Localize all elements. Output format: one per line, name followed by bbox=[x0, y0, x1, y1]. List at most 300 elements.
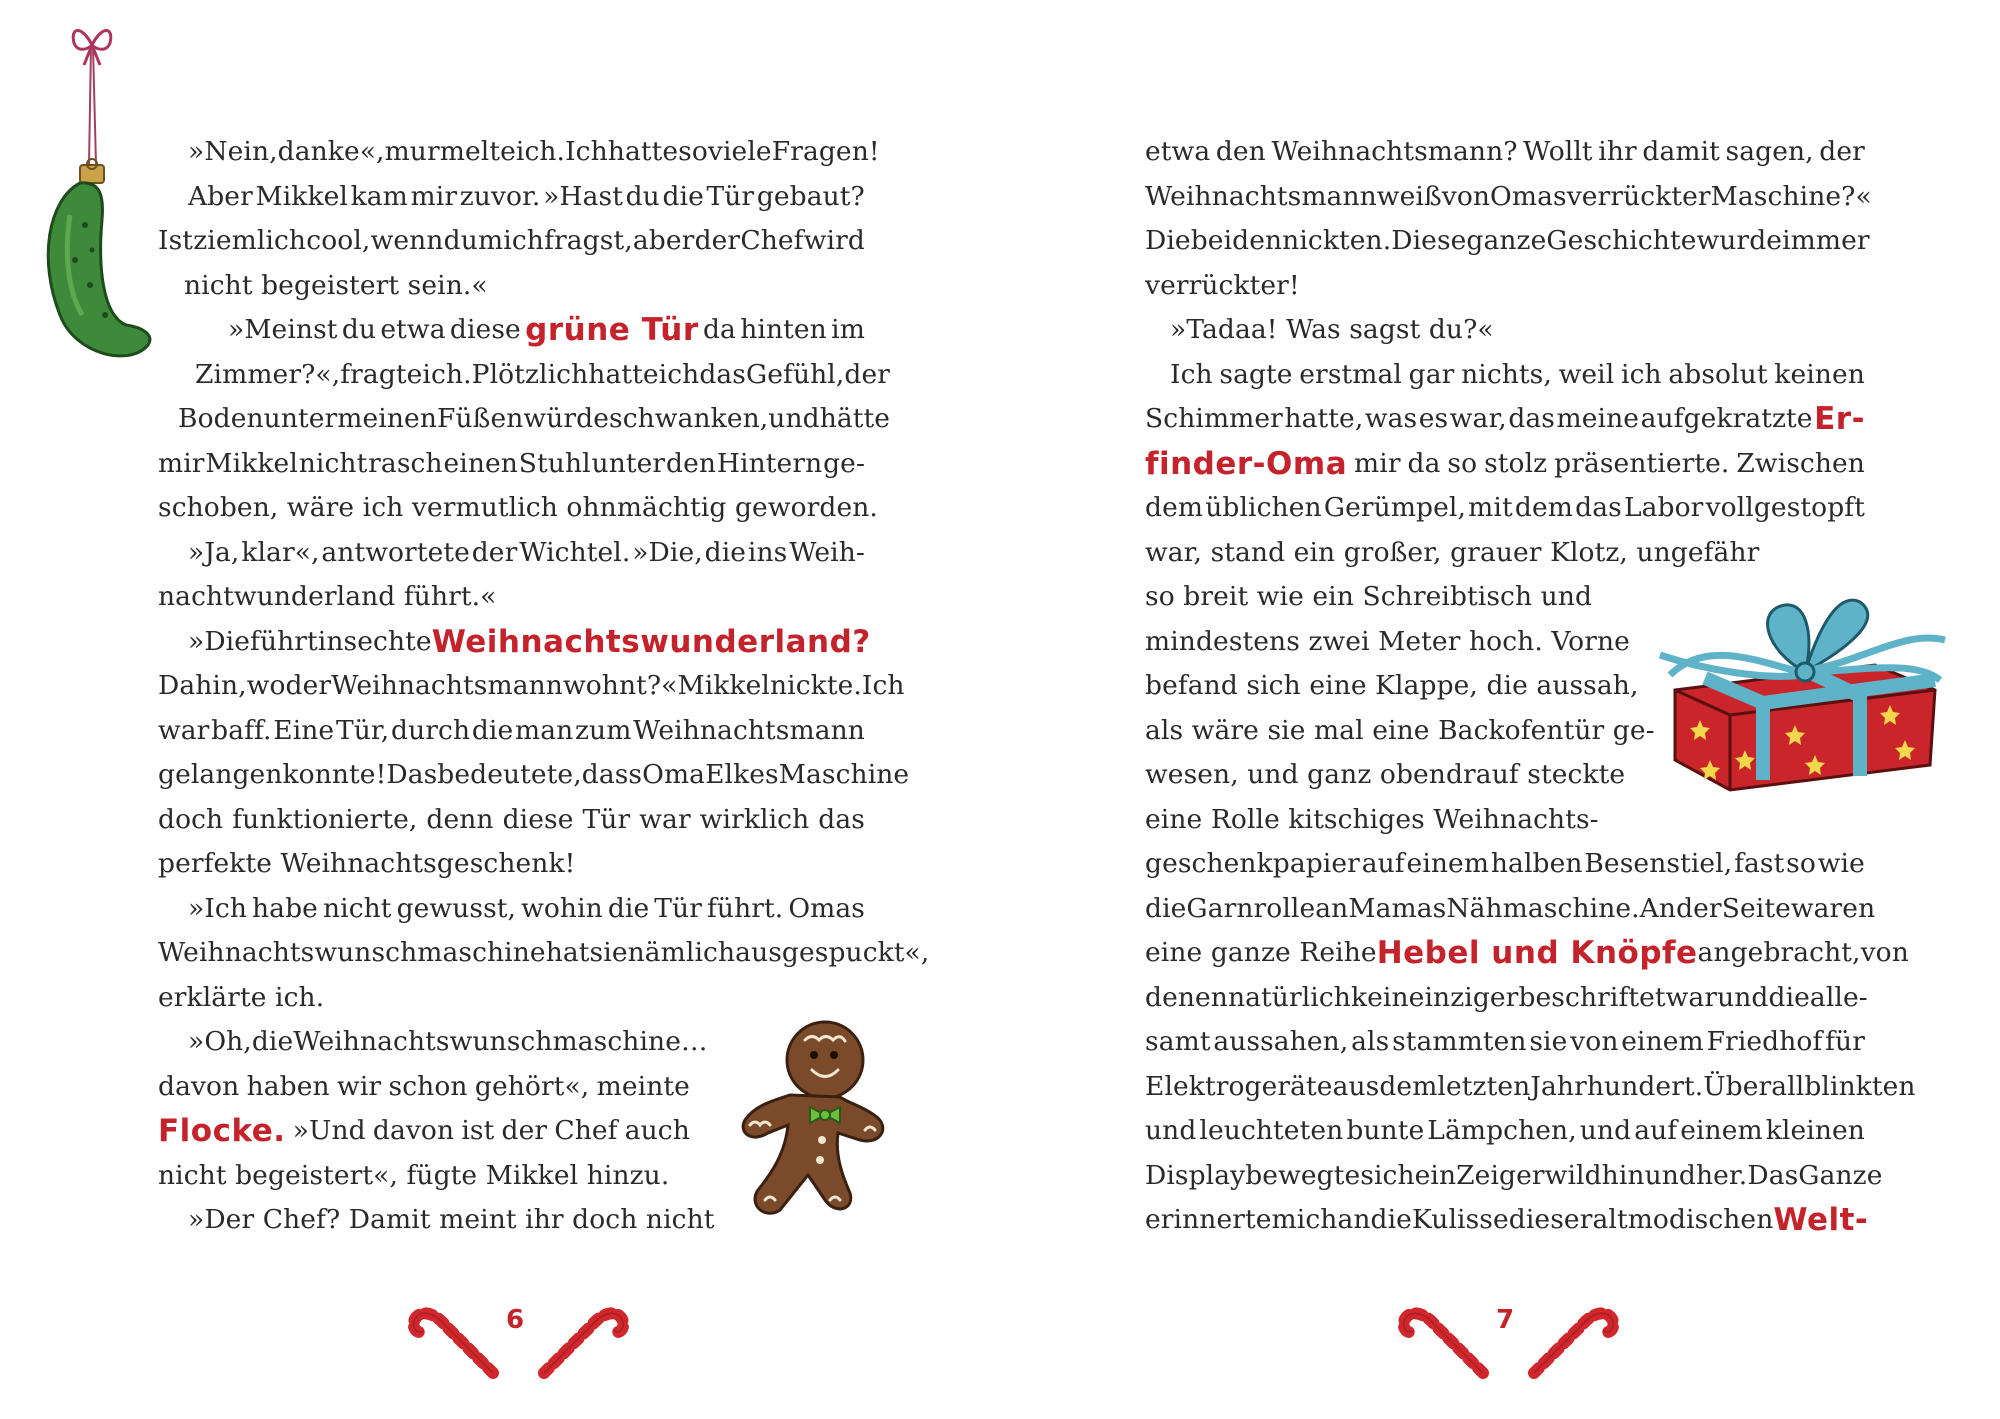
word: Dahin, bbox=[158, 670, 247, 701]
word: Geschichte bbox=[1546, 225, 1697, 256]
word: war, bbox=[1449, 403, 1507, 434]
word: so bbox=[1447, 447, 1478, 479]
word: sie bbox=[1529, 1026, 1568, 1057]
word: Ich bbox=[565, 136, 608, 167]
word: die bbox=[1145, 892, 1187, 924]
word: fragst, bbox=[544, 225, 633, 256]
word: die bbox=[1370, 1204, 1412, 1235]
word: Weihnachtsmann bbox=[633, 714, 865, 746]
word: bedeutete, bbox=[437, 759, 582, 790]
word: gelangen bbox=[158, 759, 283, 790]
word: hat bbox=[545, 937, 590, 968]
text-line: schoben, wäre ich vermutlich ohnmächtig geworden. bbox=[158, 492, 878, 523]
word: würde bbox=[523, 403, 609, 434]
word: funktionierte, bbox=[232, 803, 418, 835]
word: … bbox=[680, 1026, 708, 1057]
word: Weihnachtsmann bbox=[331, 670, 563, 701]
word: Ist bbox=[158, 225, 194, 256]
text-line bbox=[188, 894, 865, 924]
word: Chef bbox=[554, 1115, 618, 1146]
word: An bbox=[1639, 892, 1677, 924]
word: cool, bbox=[306, 225, 371, 256]
text-line bbox=[188, 538, 865, 568]
word: »Ich bbox=[188, 892, 247, 924]
word: ich bbox=[658, 358, 700, 390]
word: wild bbox=[1544, 1159, 1602, 1191]
word: Gerümpel, bbox=[1323, 492, 1467, 523]
word: Zimmer?«, bbox=[195, 358, 341, 390]
word: nickte. bbox=[769, 670, 862, 701]
word: da bbox=[1407, 447, 1441, 479]
text-line bbox=[1145, 892, 1876, 924]
word: hatte, bbox=[1284, 403, 1364, 434]
word: und bbox=[1717, 981, 1769, 1013]
word: etwa bbox=[1145, 136, 1211, 167]
gingerbread-man-icon bbox=[730, 1015, 900, 1225]
word: der bbox=[501, 1115, 548, 1146]
word: Garnrolle bbox=[1186, 892, 1316, 924]
word: gar bbox=[1408, 358, 1455, 390]
word: die bbox=[704, 536, 747, 568]
word: auf bbox=[1361, 848, 1405, 879]
word: sich bbox=[1360, 1159, 1415, 1191]
word: aufgekratzte bbox=[1640, 403, 1813, 434]
word: den bbox=[666, 447, 717, 479]
word: davon bbox=[158, 1070, 240, 1102]
text-line bbox=[1145, 1116, 1865, 1146]
word: Weihnachtsmann? bbox=[1271, 136, 1518, 167]
text-line bbox=[1145, 935, 1909, 971]
word: wir bbox=[337, 1070, 382, 1102]
text-line: perfekte Weihnachtsgeschenk! bbox=[158, 848, 576, 879]
text-line: »Der Chef? Damit meint ihr doch nicht bbox=[188, 1204, 715, 1235]
word: auf bbox=[1634, 1115, 1678, 1146]
word: murmelte bbox=[384, 136, 516, 167]
word: einem bbox=[1406, 848, 1490, 879]
word: kam bbox=[350, 180, 408, 212]
word: dem bbox=[1379, 1070, 1438, 1102]
word: mit bbox=[1468, 492, 1513, 523]
word: Maschine?« bbox=[1710, 180, 1872, 212]
word: Boden bbox=[178, 403, 264, 434]
word: klar«, bbox=[241, 536, 320, 568]
word: Nähmaschine. bbox=[1446, 892, 1640, 924]
word: einem bbox=[1621, 1026, 1704, 1057]
text-line bbox=[188, 136, 880, 167]
word: Elektrogeräte bbox=[1145, 1070, 1333, 1102]
word: leuchteten bbox=[1199, 1115, 1344, 1146]
word: zuvor. bbox=[459, 180, 541, 212]
word: der bbox=[1676, 892, 1722, 924]
word: etwa bbox=[380, 314, 446, 345]
word: Weihnachtsmann bbox=[1145, 180, 1377, 212]
word: bewegte bbox=[1245, 1159, 1361, 1191]
word: gebaut? bbox=[756, 180, 865, 212]
word: Das bbox=[386, 759, 438, 790]
word: so bbox=[678, 136, 708, 167]
word: und bbox=[768, 403, 820, 434]
word: und bbox=[1145, 1115, 1197, 1146]
text-line bbox=[188, 182, 865, 212]
word: ins bbox=[317, 625, 358, 657]
word: man bbox=[514, 714, 574, 746]
word: wo bbox=[246, 670, 286, 701]
text-line bbox=[1170, 360, 1865, 390]
word: durch bbox=[391, 714, 471, 746]
word: dieser bbox=[1508, 1204, 1593, 1235]
text-line: war, stand ein großer, grauer Klotz, ungefähr bbox=[1145, 536, 1760, 568]
word: Zwischen bbox=[1736, 447, 1865, 479]
word: letzten bbox=[1437, 1070, 1531, 1102]
word: habe bbox=[252, 892, 318, 924]
text-line bbox=[158, 1072, 690, 1102]
word: schon bbox=[388, 1070, 468, 1102]
word: ich. bbox=[422, 358, 472, 390]
word: führt. bbox=[707, 892, 784, 924]
word: Die bbox=[1145, 225, 1191, 256]
text-line bbox=[1145, 445, 1865, 482]
text-line bbox=[188, 623, 871, 660]
word: Schimmer bbox=[1145, 403, 1283, 434]
word: mir bbox=[158, 447, 205, 479]
word: gehört«, bbox=[474, 1070, 590, 1102]
word: antwortete bbox=[321, 536, 470, 568]
text-line bbox=[158, 759, 910, 790]
word: »Die, bbox=[632, 536, 703, 568]
word: Hintern bbox=[716, 447, 823, 479]
word: die bbox=[471, 714, 514, 746]
word: Oma bbox=[642, 759, 706, 790]
word: mir bbox=[410, 180, 458, 212]
word: war bbox=[158, 714, 210, 746]
word: sagen, bbox=[1725, 136, 1814, 167]
word: Ich bbox=[861, 670, 905, 701]
text-line bbox=[158, 449, 865, 479]
word: Friedhof bbox=[1706, 1026, 1823, 1057]
word: unter bbox=[263, 403, 338, 434]
word: Mamas bbox=[1348, 892, 1447, 924]
text-line bbox=[178, 403, 891, 434]
candy-cane-left-icon bbox=[405, 1295, 505, 1380]
text-line: befand sich eine Klappe, die aussah, bbox=[1145, 670, 1639, 701]
word: aus bbox=[1332, 1070, 1380, 1102]
highlighted-word: Weihnachtswunderland? bbox=[431, 623, 871, 660]
word: Wollt bbox=[1523, 136, 1593, 167]
word: der bbox=[694, 225, 741, 256]
word: ins bbox=[747, 536, 788, 568]
word: wohnt?« bbox=[562, 670, 678, 701]
word: üblichen bbox=[1205, 492, 1322, 523]
word: eine ganze Reihe bbox=[1145, 937, 1377, 968]
word: »Die bbox=[188, 625, 251, 657]
word: ge- bbox=[823, 447, 865, 479]
word: Jahrhundert. bbox=[1530, 1070, 1704, 1102]
word: von bbox=[1441, 180, 1491, 212]
word: das bbox=[818, 803, 865, 835]
text-line bbox=[158, 226, 865, 256]
word: von bbox=[1570, 1026, 1619, 1057]
word: im bbox=[831, 314, 865, 345]
word: Das bbox=[1747, 1159, 1799, 1191]
text-line bbox=[1145, 493, 1865, 523]
word: schwanken, bbox=[609, 403, 769, 434]
text-line bbox=[1145, 137, 1865, 167]
word: angebracht, bbox=[1697, 937, 1861, 968]
word: Ganze bbox=[1798, 1159, 1883, 1191]
text-line bbox=[195, 358, 891, 390]
word: »Hast bbox=[543, 180, 623, 212]
word: sie bbox=[589, 937, 628, 968]
word: wohin bbox=[521, 892, 603, 924]
word: einziger bbox=[1408, 981, 1519, 1013]
pickle-ornament-icon bbox=[30, 15, 155, 370]
candy-cane-left-icon bbox=[1395, 1295, 1495, 1380]
right-page bbox=[1000, 0, 2000, 1419]
word: geschenkpapier bbox=[1145, 848, 1360, 879]
word: Weihnachtswunschmaschine bbox=[293, 1026, 681, 1057]
word: her. bbox=[1696, 1159, 1748, 1191]
word: natürlich bbox=[1227, 981, 1351, 1013]
word: kleinen bbox=[1765, 1115, 1865, 1146]
highlighted-word: Flocke. bbox=[158, 1113, 286, 1149]
word: wird bbox=[803, 225, 865, 256]
word: Maschine bbox=[778, 759, 910, 790]
word: keinen bbox=[1774, 358, 1865, 390]
word: und bbox=[1579, 1115, 1632, 1146]
word: es bbox=[1418, 403, 1449, 434]
word: denen bbox=[1145, 981, 1228, 1013]
word: hin bbox=[1601, 1159, 1645, 1191]
word: auch bbox=[624, 1115, 690, 1146]
word: Tür bbox=[706, 180, 755, 212]
text-line bbox=[1145, 225, 1870, 256]
word: Besenstiel, bbox=[1584, 848, 1733, 879]
word: die bbox=[1768, 981, 1810, 1013]
text-line: erklärte ich. bbox=[158, 981, 325, 1013]
word: ein bbox=[1414, 1159, 1457, 1191]
word: wirklich bbox=[699, 803, 810, 835]
word: bunte bbox=[1346, 1115, 1425, 1146]
text-line: nicht begeistert«, fügte Mikkel hinzu. bbox=[158, 1159, 670, 1191]
word: Tür bbox=[654, 892, 702, 924]
text-line bbox=[1145, 1070, 1916, 1102]
word: halben bbox=[1490, 848, 1583, 879]
word: sagte bbox=[1219, 358, 1293, 390]
word: Ich bbox=[1170, 358, 1213, 390]
word: wie bbox=[1817, 848, 1865, 879]
text-line: verrückter! bbox=[1145, 269, 1300, 301]
word: für bbox=[1825, 1026, 1865, 1057]
text-line: »Tadaa! Was sagst du?« bbox=[1170, 314, 1494, 345]
word: Display bbox=[1145, 1159, 1246, 1191]
word: nämlich bbox=[627, 937, 736, 968]
text-line bbox=[1145, 180, 1872, 212]
text-line: mindestens zwei Meter hoch. Vorne bbox=[1145, 625, 1630, 657]
word: die bbox=[662, 180, 704, 212]
highlighted-word: Welt- bbox=[1773, 1202, 1869, 1238]
text-line bbox=[1145, 401, 1865, 437]
word: meinen bbox=[337, 403, 438, 434]
word: ihr bbox=[1598, 136, 1637, 167]
word: die bbox=[251, 1026, 294, 1057]
text-line bbox=[158, 1113, 690, 1149]
word: den bbox=[1215, 136, 1266, 167]
word: als bbox=[1351, 1026, 1390, 1057]
word: führt bbox=[250, 625, 318, 657]
text-line: so breit wie ein Schreibtisch und bbox=[1145, 581, 1593, 612]
word: aussahen, bbox=[1213, 1026, 1349, 1057]
word: Eine bbox=[273, 714, 335, 746]
word: dass bbox=[581, 759, 643, 790]
word: Omas bbox=[788, 892, 865, 924]
word: denn bbox=[426, 803, 494, 835]
word: baff. bbox=[211, 714, 272, 746]
word: Aber bbox=[188, 180, 253, 212]
candy-cane-right-icon bbox=[1522, 1295, 1622, 1380]
text-line bbox=[158, 937, 930, 968]
word: stolz bbox=[1484, 447, 1548, 479]
word: beiden bbox=[1190, 225, 1283, 256]
word: du bbox=[625, 180, 660, 212]
word: fast bbox=[1734, 848, 1785, 879]
word: Seite bbox=[1721, 892, 1791, 924]
word: erstmal bbox=[1299, 358, 1402, 390]
word: viele bbox=[707, 136, 772, 167]
word: der bbox=[1819, 136, 1865, 167]
word: du bbox=[443, 225, 478, 256]
word: »Meinst bbox=[228, 314, 338, 345]
word: »Oh, bbox=[188, 1026, 252, 1057]
word: nickten. bbox=[1282, 225, 1392, 256]
word: du bbox=[341, 314, 377, 345]
word: hätte bbox=[819, 403, 891, 434]
word: an bbox=[1337, 1204, 1371, 1235]
word: mich bbox=[478, 225, 544, 256]
word: meine bbox=[1556, 403, 1640, 434]
text-line bbox=[1145, 1202, 1869, 1238]
word: Zeiger bbox=[1456, 1159, 1545, 1191]
word: Tür, bbox=[335, 714, 390, 746]
word: Kulisse bbox=[1411, 1204, 1509, 1235]
text-line: als wäre sie mal eine Backofentür ge- bbox=[1145, 714, 1655, 746]
word: alle- bbox=[1809, 981, 1868, 1013]
word: Chef bbox=[740, 225, 804, 256]
word: Labor bbox=[1623, 492, 1704, 523]
word: Fragen! bbox=[771, 136, 880, 167]
word: verrückter bbox=[1566, 180, 1711, 212]
word: Wichtel. bbox=[519, 536, 631, 568]
word: ausgespuckt«, bbox=[735, 937, 930, 968]
text-line: wesen, und ganz obendrauf steckte bbox=[1145, 759, 1626, 790]
word: der bbox=[844, 358, 891, 390]
word: das bbox=[699, 358, 746, 390]
word: Füßen bbox=[437, 403, 524, 434]
word: Omas bbox=[1490, 180, 1567, 212]
word: mich bbox=[1271, 1204, 1338, 1235]
word: davon bbox=[372, 1115, 455, 1146]
word: von bbox=[1860, 937, 1909, 968]
word: wurde bbox=[1696, 225, 1783, 256]
word: samt bbox=[1145, 1026, 1211, 1057]
word: »Nein, bbox=[188, 136, 278, 167]
word: waren bbox=[1790, 892, 1876, 924]
text-line: eine Rolle kitschiges Weihnachts- bbox=[1145, 803, 1599, 835]
text-line bbox=[188, 1026, 708, 1057]
word: »Und bbox=[292, 1115, 366, 1146]
word: Mikkel bbox=[677, 670, 770, 701]
word: weiß bbox=[1376, 180, 1442, 212]
word: Überall bbox=[1703, 1070, 1805, 1102]
word: diese bbox=[449, 314, 521, 345]
page-number-right: 7 bbox=[1495, 1305, 1515, 1335]
text-line bbox=[158, 805, 865, 835]
word: fragte bbox=[340, 358, 423, 390]
word: blinkten bbox=[1804, 1070, 1916, 1102]
word: das bbox=[1508, 403, 1556, 434]
word: war bbox=[1665, 981, 1718, 1013]
word: diese bbox=[502, 803, 574, 835]
word: war bbox=[639, 803, 691, 835]
word: nichts, bbox=[1461, 358, 1552, 390]
word: hinten bbox=[740, 314, 827, 345]
word: erinnerte bbox=[1145, 1204, 1272, 1235]
word: einen bbox=[443, 447, 518, 479]
word: damit bbox=[1642, 136, 1720, 167]
word: und bbox=[1644, 1159, 1696, 1191]
highlighted-word: grüne Tür bbox=[525, 312, 699, 348]
word: ganze bbox=[1466, 225, 1547, 256]
word: unter bbox=[591, 447, 666, 479]
word: Gefühl, bbox=[746, 358, 845, 390]
word: mir bbox=[1354, 447, 1401, 479]
word: Plötzlich bbox=[471, 358, 589, 390]
page-number-left: 6 bbox=[505, 1305, 525, 1335]
word: der bbox=[471, 536, 518, 568]
word: Lämpchen, bbox=[1427, 1115, 1577, 1146]
word: nicht bbox=[298, 447, 368, 479]
word: das bbox=[1575, 492, 1622, 523]
word: hatte bbox=[607, 136, 679, 167]
word: Weih- bbox=[789, 536, 865, 568]
word: doch bbox=[158, 803, 224, 835]
text-line bbox=[228, 312, 865, 348]
text-line: nicht begeistert sein.« bbox=[184, 269, 488, 301]
text-line bbox=[158, 716, 865, 746]
highlighted-word: finder-Oma bbox=[1145, 445, 1348, 482]
word: Mikkel bbox=[205, 447, 298, 479]
word: dem bbox=[1514, 492, 1573, 523]
word: Mikkel bbox=[255, 180, 348, 212]
word: ich. bbox=[515, 136, 566, 167]
word: zum bbox=[574, 714, 632, 746]
word: wenn bbox=[370, 225, 444, 256]
word: ich bbox=[1621, 358, 1662, 390]
candy-cane-right-icon bbox=[532, 1295, 632, 1380]
word: gewusst, bbox=[396, 892, 517, 924]
word: Stuhl bbox=[518, 447, 591, 479]
word: altmodischen bbox=[1592, 1204, 1774, 1235]
word: danke«, bbox=[277, 136, 385, 167]
word: da bbox=[702, 314, 736, 345]
text-line bbox=[1145, 849, 1865, 879]
word: ist bbox=[461, 1115, 495, 1146]
text-line bbox=[1145, 1159, 1883, 1191]
highlighted-word: Hebel und Knöpfe bbox=[1376, 935, 1698, 971]
word: kein bbox=[1350, 981, 1409, 1013]
word: an bbox=[1315, 892, 1349, 924]
word: ziemlich bbox=[193, 225, 307, 256]
word: nicht bbox=[322, 892, 392, 924]
